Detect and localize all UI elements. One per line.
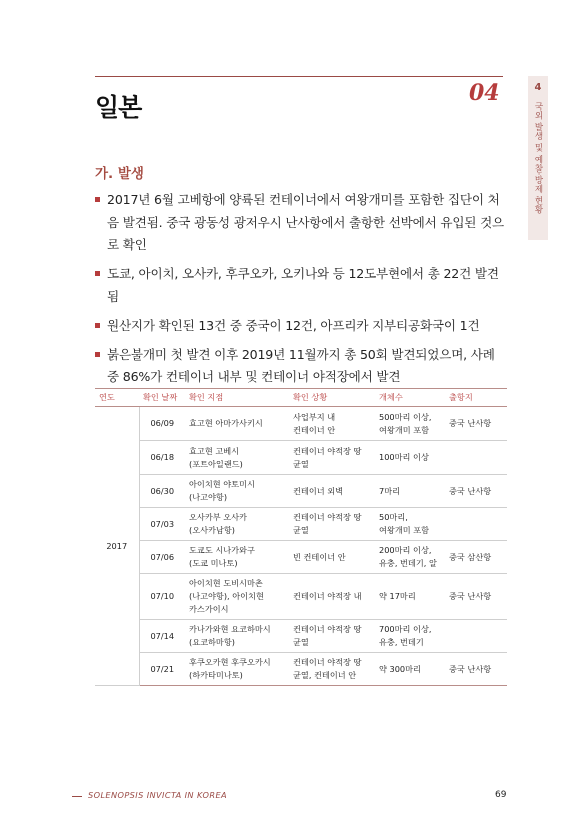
count-cell: [375, 441, 445, 475]
cell-line: 컨테이너 야적장 내: [293, 591, 362, 601]
bullet-item: [95, 263, 507, 308]
cell-line: 약 17마리: [379, 591, 416, 601]
cell-line: (하카타미나토): [189, 670, 243, 680]
cell-line: 200마리 이상,: [379, 545, 432, 555]
count-cell: [375, 508, 445, 541]
location-cell: [185, 541, 289, 574]
count-cell: [375, 620, 445, 653]
situation-cell: [289, 574, 375, 620]
date-cell: [139, 653, 185, 686]
table-row: [95, 653, 507, 686]
side-chapter-tab: [528, 76, 548, 240]
table-row: [95, 441, 507, 475]
cell-line: 균열, 컨테이너 안: [293, 670, 357, 680]
cell-line: (포트아일랜드): [189, 458, 243, 469]
cell-line: (요코하마항): [189, 637, 235, 647]
cell-line: 균열: [293, 637, 309, 647]
count-cell: [375, 407, 445, 441]
location-cell: [185, 574, 289, 620]
date-cell: [139, 620, 185, 653]
cell-line: 후쿠오카현 후쿠오카시: [189, 657, 271, 667]
detection-table: [95, 388, 507, 686]
table-row: [95, 541, 507, 574]
cell-line: 도쿄도 시나가와구: [189, 545, 255, 555]
cell-line: 균열: [293, 458, 309, 469]
date-cell: [139, 541, 185, 574]
side-tab-number: 4: [534, 82, 542, 93]
cell-line: 컨테이너 야적장 땅: [293, 512, 362, 522]
cell-line: 50마리,: [379, 512, 408, 522]
cell-line: 균열: [293, 525, 309, 535]
chapter-number: 04: [469, 80, 500, 106]
cell-line: 여왕개미 포함: [379, 424, 430, 435]
situation-cell: [289, 475, 375, 508]
cell-line: 유충, 번데기: [379, 637, 424, 647]
page-title: 일본: [95, 93, 142, 122]
cell-line: 유충, 번데기, 알: [379, 558, 437, 568]
cell-line: 500마리 이상,: [379, 411, 432, 422]
table-row: [95, 574, 507, 620]
cell-line: 07/14: [150, 630, 175, 641]
origin-cell: [445, 407, 507, 441]
situation-cell: [289, 653, 375, 686]
col-header-origin: 출항지: [445, 389, 507, 407]
cell-line: (나고야항), 아이치현: [189, 591, 264, 601]
cell-line: 오사카부 오사카: [189, 512, 247, 522]
bullet-item: [95, 315, 507, 338]
location-cell: [185, 407, 289, 441]
cell-line: 07/21: [150, 663, 175, 674]
cell-line: (나고야항): [189, 492, 228, 502]
cell-line: 7마리: [379, 485, 401, 496]
bullet-square-icon: [95, 323, 100, 328]
bullet-text: 2017년 6월 고베항에 양륙된 컨테이너에서 여왕개미를 포함한 집단이 처음 발견됨. 중국 광동성 광저우시 난사항에서 출항한 선박에서 유입된 것으로 확인: [107, 192, 504, 252]
date-cell: [139, 407, 185, 441]
col-header-date: 확인 날짜: [139, 389, 185, 407]
table-row: [95, 620, 507, 653]
col-header-location: 확인 지점: [185, 389, 289, 407]
location-cell: [185, 653, 289, 686]
cell-line: 컨테이너 야적장 땅: [293, 445, 362, 456]
cell-line: 100마리 이상: [379, 452, 429, 462]
cell-line: 07/10: [150, 591, 175, 601]
situation-cell: [289, 508, 375, 541]
origin-cell: [445, 508, 507, 541]
location-cell: [185, 475, 289, 508]
cell-line: 아이치현 도비시마촌: [189, 578, 263, 588]
table-row: [95, 508, 507, 541]
bullet-square-icon: [95, 352, 100, 357]
cell-line: 중국 난사항: [449, 663, 492, 674]
origin-cell: [445, 475, 507, 508]
cell-line: (도쿄 미나토): [189, 558, 238, 568]
location-cell: [185, 620, 289, 653]
col-header-count: 개체수: [375, 389, 445, 407]
cell-line: 카스가이시: [189, 604, 229, 614]
bullet-item: [95, 189, 507, 257]
date-cell: [139, 508, 185, 541]
cell-line: 사업부지 내: [293, 411, 336, 422]
date-cell: [139, 475, 185, 508]
situation-cell: [289, 407, 375, 441]
bullet-list: [95, 189, 507, 395]
cell-line: 여왕개미 포함: [379, 525, 430, 535]
cell-line: 중국 난사항: [449, 591, 492, 601]
footer-rule: [72, 796, 82, 797]
bullet-text: 붉은불개미 첫 발견 이후 2019년 11월까지 총 50회 발견되었으며, 사례 중 86%가 컨테이너 내부 및 컨테이너 야적장에서 발견: [107, 346, 495, 385]
col-header-situation: 확인 상황: [289, 389, 375, 407]
count-cell: [375, 475, 445, 508]
page-number: 69: [495, 790, 507, 800]
cell-line: 컨테이너 안: [293, 424, 336, 435]
count-cell: [375, 541, 445, 574]
situation-cell: [289, 541, 375, 574]
cell-line: 카나가와현 요코하마시: [189, 624, 271, 634]
cell-line: 07/03: [150, 518, 175, 529]
bullet-item: [95, 344, 507, 389]
cell-line: 약 300마리: [379, 663, 421, 674]
cell-line: 06/09: [150, 418, 175, 428]
cell-line: 중국 삼산항: [449, 551, 492, 562]
bullet-text: 도쿄, 아이치, 오사카, 후쿠오카, 오키나와 등 12도부현에서 총 22건 발견됨: [107, 266, 499, 304]
footer-text: SOLENOPSIS INVICTA IN KOREA: [88, 790, 228, 800]
cell-line: 컨테이너 야적장 땅: [293, 657, 362, 667]
date-cell: [139, 441, 185, 475]
situation-cell: [289, 620, 375, 653]
cell-line: 중국 난사항: [449, 418, 492, 428]
cell-line: 컨테이너 야적장 땅: [293, 624, 362, 634]
origin-cell: [445, 541, 507, 574]
year-cell: 2017: [95, 407, 139, 686]
cell-line: 중국 난사항: [449, 485, 492, 496]
cell-line: 06/30: [150, 485, 175, 496]
side-tab-text: 국외 발생 및 예찰·방제 현황: [533, 102, 543, 214]
top-rule: [95, 76, 503, 77]
cell-line: 효고현 아마가사키시: [189, 418, 263, 428]
cell-line: 700마리 이상,: [379, 624, 432, 634]
date-cell: [139, 574, 185, 620]
col-header-year: 연도: [95, 389, 139, 407]
bullet-square-icon: [95, 197, 100, 202]
origin-cell: [445, 653, 507, 686]
cell-line: 빈 컨테이너 안: [293, 551, 346, 562]
origin-cell: [445, 441, 507, 475]
count-cell: [375, 574, 445, 620]
table-row: [95, 475, 507, 508]
cell-line: 06/18: [150, 452, 175, 462]
location-cell: [185, 441, 289, 475]
bullet-square-icon: [95, 271, 100, 276]
location-cell: [185, 508, 289, 541]
count-cell: [375, 653, 445, 686]
table-row: [95, 407, 507, 441]
bullet-text: 원산지가 확인된 13건 중 중국이 12건, 아프리카 지부티공화국이 1건: [107, 317, 480, 333]
origin-cell: [445, 620, 507, 653]
cell-line: 07/06: [150, 551, 175, 562]
section-heading: 가. 발생: [95, 166, 144, 182]
cell-line: 효고현 고베시: [189, 445, 240, 456]
cell-line: 컨테이너 외벽: [293, 485, 344, 496]
cell-line: (오사카남항): [189, 525, 235, 535]
cell-line: 아이치현 야토미시: [189, 479, 255, 489]
origin-cell: [445, 574, 507, 620]
table-header-row: [95, 389, 507, 407]
situation-cell: [289, 441, 375, 475]
